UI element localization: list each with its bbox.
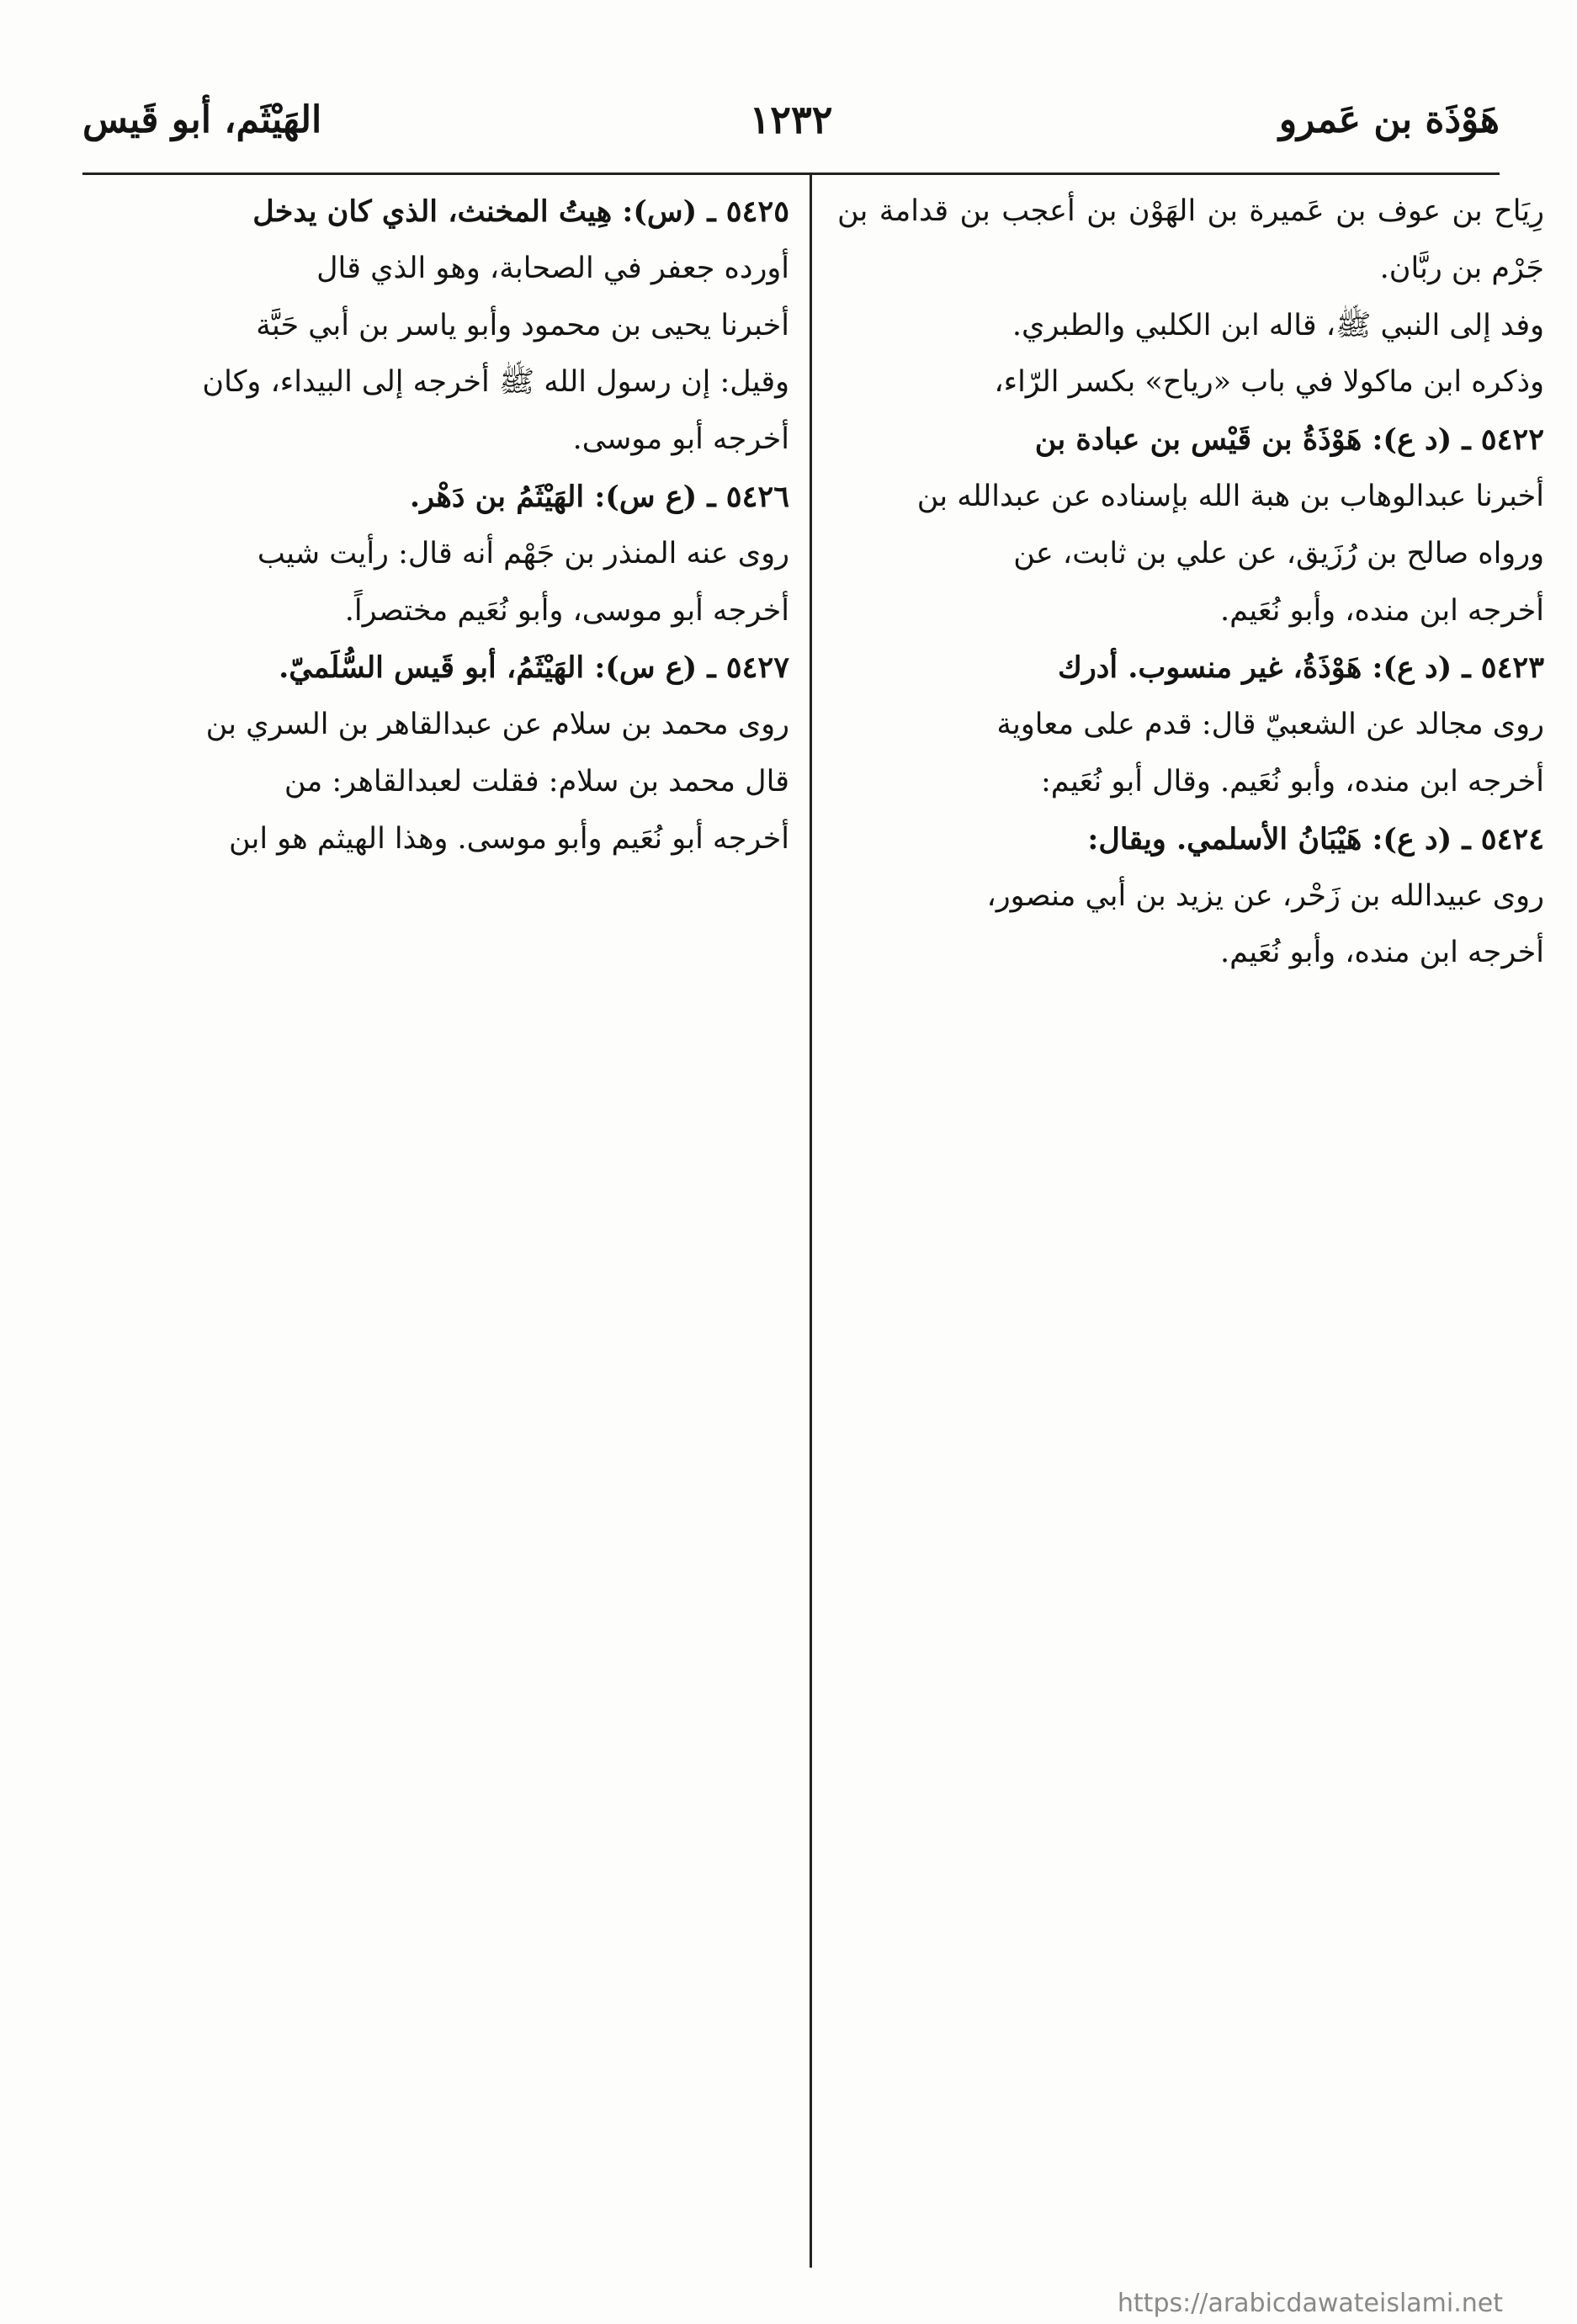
- paragraph: روى مجالد عن الشعبيّ قال: قدم على معاوية: [996, 708, 1544, 742]
- paragraph: وذكره ابن ماكولا في باب «رياح» بكسر الرّاء،: [994, 365, 1544, 400]
- entry-heading: ٥٤٢٤ ـ (د ع): هَيْبَانُ الأسلمي. ويقال:: [1087, 821, 1544, 857]
- entry-heading: ٥٤٢٧ ـ (ع س): الهَيْثَمُ، أبو قَيس السُّلَميّ.: [279, 650, 789, 686]
- paragraph: أخرجه ابن منده، وأبو نُعَيم.: [1219, 593, 1544, 628]
- page-number: ١٢٣٢: [749, 97, 833, 142]
- paragraph: أخرجه أبو موسى.: [572, 422, 789, 457]
- paragraph: روى محمد بن سلام عن عبدالقاهر بن السري بن: [205, 708, 789, 742]
- entry-heading: ٥٤٢٣ ـ (د ع): هَوْذَةُ، غير منسوب. أدرك: [1057, 650, 1544, 686]
- paragraph: أخرجه أبو نُعَيم وأبو موسى. وهذا الهيثم هو ابن: [228, 821, 789, 856]
- page-header: [82, 77, 1500, 162]
- paragraph: أخبرنا يحيى بن محمود وأبو ياسر بن أبي حَبَّة: [256, 308, 789, 342]
- paragraph: وقيل: إن رسول الله ﷺ أخرجه إلى البيداء، وكان: [202, 365, 789, 400]
- source-watermark: https://arabicdawateislami.net: [1117, 2289, 1503, 2318]
- left-column: [82, 183, 789, 868]
- entry-heading: ٥٤٢٢ ـ (د ع): هَوْذَةُ بن قَيْس بن عبادة بن: [1034, 422, 1544, 458]
- running-title-right: هَوْذَة بن عَمرو: [1278, 98, 1500, 141]
- paragraph: وفد إلى النبي ﷺ، قاله ابن الكلبي والطبري.: [1012, 308, 1544, 342]
- column-divider: [810, 172, 812, 2268]
- paragraph: ورواه صالح بن رُزَيق، عن علي بن ثابت، عن: [1013, 536, 1544, 570]
- paragraph: أخبرنا عبدالوهاب بن هبة الله بإسناده عن عبدالله بن: [916, 479, 1544, 513]
- running-title-left: الهَيْثَم، أبو قَيس: [82, 98, 322, 141]
- header-rule: [82, 172, 1500, 175]
- paragraph: أخرجه ابن منده، وأبو نُعَيم.: [1219, 936, 1544, 970]
- paragraph: روى عنه المنذر بن جَهْم أنه قال: رأيت شيب: [257, 536, 789, 570]
- paragraph: روى عبيدالله بن زَحْر، عن يزيد بن أبي منصور،: [986, 878, 1544, 913]
- paragraph: رِيَاح بن عوف بن عَميرة بن الهَوْن بن أعجب بن قدامة بن جَرْم بن ربَّان.: [837, 194, 1544, 285]
- entry-heading: ٥٤٢٦ ـ (ع س): الهَيْثَمُ بن دَهْر.: [409, 479, 789, 514]
- paragraph: أخرجه أبو موسى، وأبو نُعَيم مختصراً.: [344, 593, 789, 628]
- paragraph: أخرجه ابن منده، وأبو نُعَيم. وقال أبو نُعَيم:: [1041, 764, 1544, 799]
- entry-heading: ٥٤٢٥ ـ (س): هِيتُ المخنث، الذي كان يدخل: [252, 194, 789, 229]
- right-column: [837, 183, 1544, 982]
- paragraph: أورده جعفر في الصحابة، وهو الذي قال: [316, 251, 789, 285]
- paragraph: قال محمد بن سلام: فقلت لعبدالقاهر: من: [284, 764, 789, 799]
